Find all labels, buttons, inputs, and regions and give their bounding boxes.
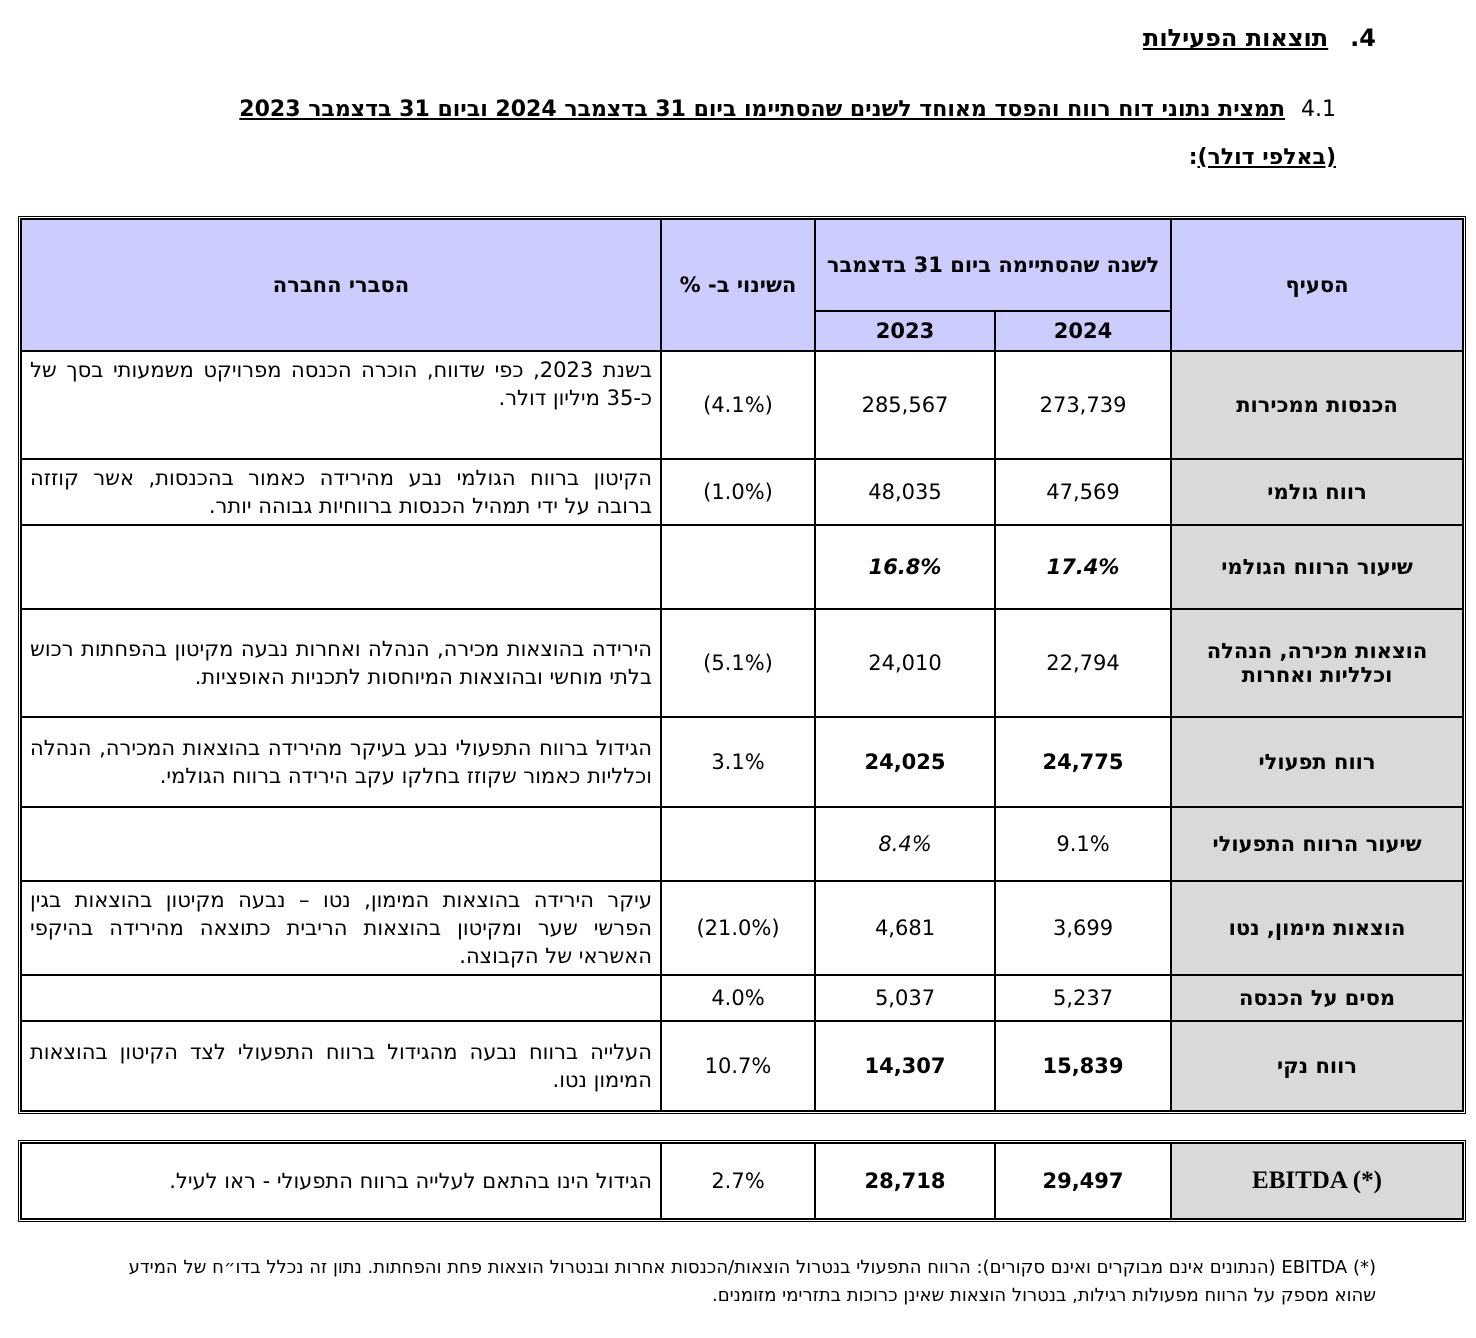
table-row	[21, 459, 1463, 525]
value-2023: 48,035	[815, 459, 995, 525]
table-row	[21, 717, 1463, 807]
change-percent: (5.1%)	[661, 609, 815, 717]
ebitda-change: 2.7%	[661, 1143, 815, 1219]
value-2024: 273,739	[995, 351, 1171, 459]
ebitda-table	[18, 1140, 1466, 1222]
subsection-heading	[114, 86, 1336, 182]
value-2023: 14,307	[815, 1021, 995, 1111]
explanation: הגידול ברווח התפעולי נבע בעיקר מהירידה בהוצאות המכירה, הנהלה וכלליות כאמור שקוזז בחלקו עקב הירידה ברווח הגולמי.	[21, 717, 661, 807]
value-2024: 24,775	[995, 717, 1171, 807]
table-row	[21, 807, 1463, 881]
header-period: לשנה שהסתיימה ביום 31 בדצמבר	[815, 219, 1171, 311]
table-row	[21, 351, 1463, 459]
table-row	[21, 975, 1463, 1021]
row-label: שיעור הרווח הגולמי	[1171, 525, 1463, 609]
change-percent: (4.1%)	[661, 351, 815, 459]
value-2024: 3,699	[995, 881, 1171, 975]
value-2024: 5,237	[995, 975, 1171, 1021]
row-label: שיעור הרווח התפעולי	[1171, 807, 1463, 881]
explanation: בשנת 2023, כפי שדווח, הוכרה הכנסה מפרויקט משמעותי בסך של כ-35 מיליון דולר.	[21, 351, 661, 459]
ebitda-value-2024: 29,497	[995, 1143, 1171, 1219]
value-2024: 9.1%	[995, 807, 1171, 881]
explanation	[21, 975, 661, 1021]
row-label: הוצאות מימון, נטו	[1171, 881, 1463, 975]
footnote: (*) EBITDA (הנתונים אינם מבוקרים ואינם סקורים): הרווח התפעולי בנטרול הוצאות/הכנסות אחרות ובנטרול הוצאות פחת והפחתות. נתון זה נכלל בדו״ח של המידע שהוא מספק על הרווח מפעולות רגילות, בנטרול הוצאות שאינן כרוכות בתזרימי מזומנים.	[128, 1257, 1376, 1306]
explanation: הקיטון ברווח הגולמי נבע מהירידה כאמור בהכנסות, אשר קוזזה ברובה על ידי תמהיל הכנסות ברווחיות גבוהה יותר.	[21, 459, 661, 525]
ebitda-explanation: הגידול הינו בהתאם לעלייה ברווח התפעולי - ראו לעיל.	[21, 1143, 661, 1219]
change-percent: 3.1%	[661, 717, 815, 807]
row-label: רווח גולמי	[1171, 459, 1463, 525]
explanation: העלייה ברווח נבעה מהגידול ברווח התפעולי לצד הקיטון בהוצאות המימון נטו.	[21, 1021, 661, 1111]
value-2023: 24,025	[815, 717, 995, 807]
header-change: השינוי ב- %	[661, 219, 815, 351]
table-row	[21, 881, 1463, 975]
explanation: הירידה בהוצאות מכירה, הנהלה ואחרות נבעה מקיטון בהפחתות רכוש בלתי מוחשי ובהוצאות המיוחסות לתכניות האופציות.	[21, 609, 661, 717]
table-row	[21, 525, 1463, 609]
subsection-title: תמצית נתוני דוח רווח והפסד מאוחד לשנים שהסתיימו ביום 31 בדצמבר 2024 וביום 31 בדצמבר 2023	[239, 97, 1285, 122]
value-2024: 17.4%	[995, 525, 1171, 609]
table-row-ebitda	[21, 1143, 1463, 1219]
section-title: תוצאות הפעילות	[1142, 24, 1329, 52]
header-item: הסעיף	[1171, 219, 1463, 351]
ebitda-value-2023: 28,718	[815, 1143, 995, 1219]
value-2023: 24,010	[815, 609, 995, 717]
explanation: עיקר הירידה בהוצאות המימון, נטו – נבעה מקיטון בהוצאות בגין הפרשי שער ומקיטון בהוצאות הריבית כתוצאה מהירידה בהיקפי האשראי של הקבוצה.	[21, 881, 661, 975]
row-label: רווח נקי	[1171, 1021, 1463, 1111]
change-percent: 4.0%	[661, 975, 815, 1021]
value-2023: 285,567	[815, 351, 995, 459]
row-label: הכנסות ממכירות	[1171, 351, 1463, 459]
value-2023: 4,681	[815, 881, 995, 975]
row-label: רווח תפעולי	[1171, 717, 1463, 807]
change-percent: (21.0%)	[661, 881, 815, 975]
value-2023: 5,037	[815, 975, 995, 1021]
table-row	[21, 609, 1463, 717]
income-statement-table	[18, 216, 1466, 1114]
ebitda-label: EBITDA (*)	[1171, 1143, 1463, 1219]
header-explanations: הסברי החברה	[21, 219, 661, 351]
section-heading	[1143, 24, 1376, 52]
explanation	[21, 807, 661, 881]
table-row	[21, 1021, 1463, 1111]
subsection-colon: :	[1188, 145, 1198, 170]
row-label: מסים על הכנסה	[1171, 975, 1463, 1021]
value-2024: 47,569	[995, 459, 1171, 525]
row-label: הוצאות מכירה, הנהלה וכלליות ואחרות	[1171, 609, 1463, 717]
value-2024: 22,794	[995, 609, 1171, 717]
change-percent	[661, 525, 815, 609]
value-2023: 16.8%	[815, 525, 995, 609]
change-percent	[661, 807, 815, 881]
header-year-2023: 2023	[815, 311, 995, 351]
header-year-2024: 2024	[995, 311, 1171, 351]
subsection-number: 4.1	[1301, 97, 1336, 122]
change-percent: 10.7%	[661, 1021, 815, 1111]
change-percent: (1.0%)	[661, 459, 815, 525]
section-number: 4.	[1350, 24, 1376, 52]
value-2024: 15,839	[995, 1021, 1171, 1111]
value-2023: 8.4%	[815, 807, 995, 881]
subsection-unit: (באלפי דולר)	[1197, 145, 1336, 170]
explanation	[21, 525, 661, 609]
